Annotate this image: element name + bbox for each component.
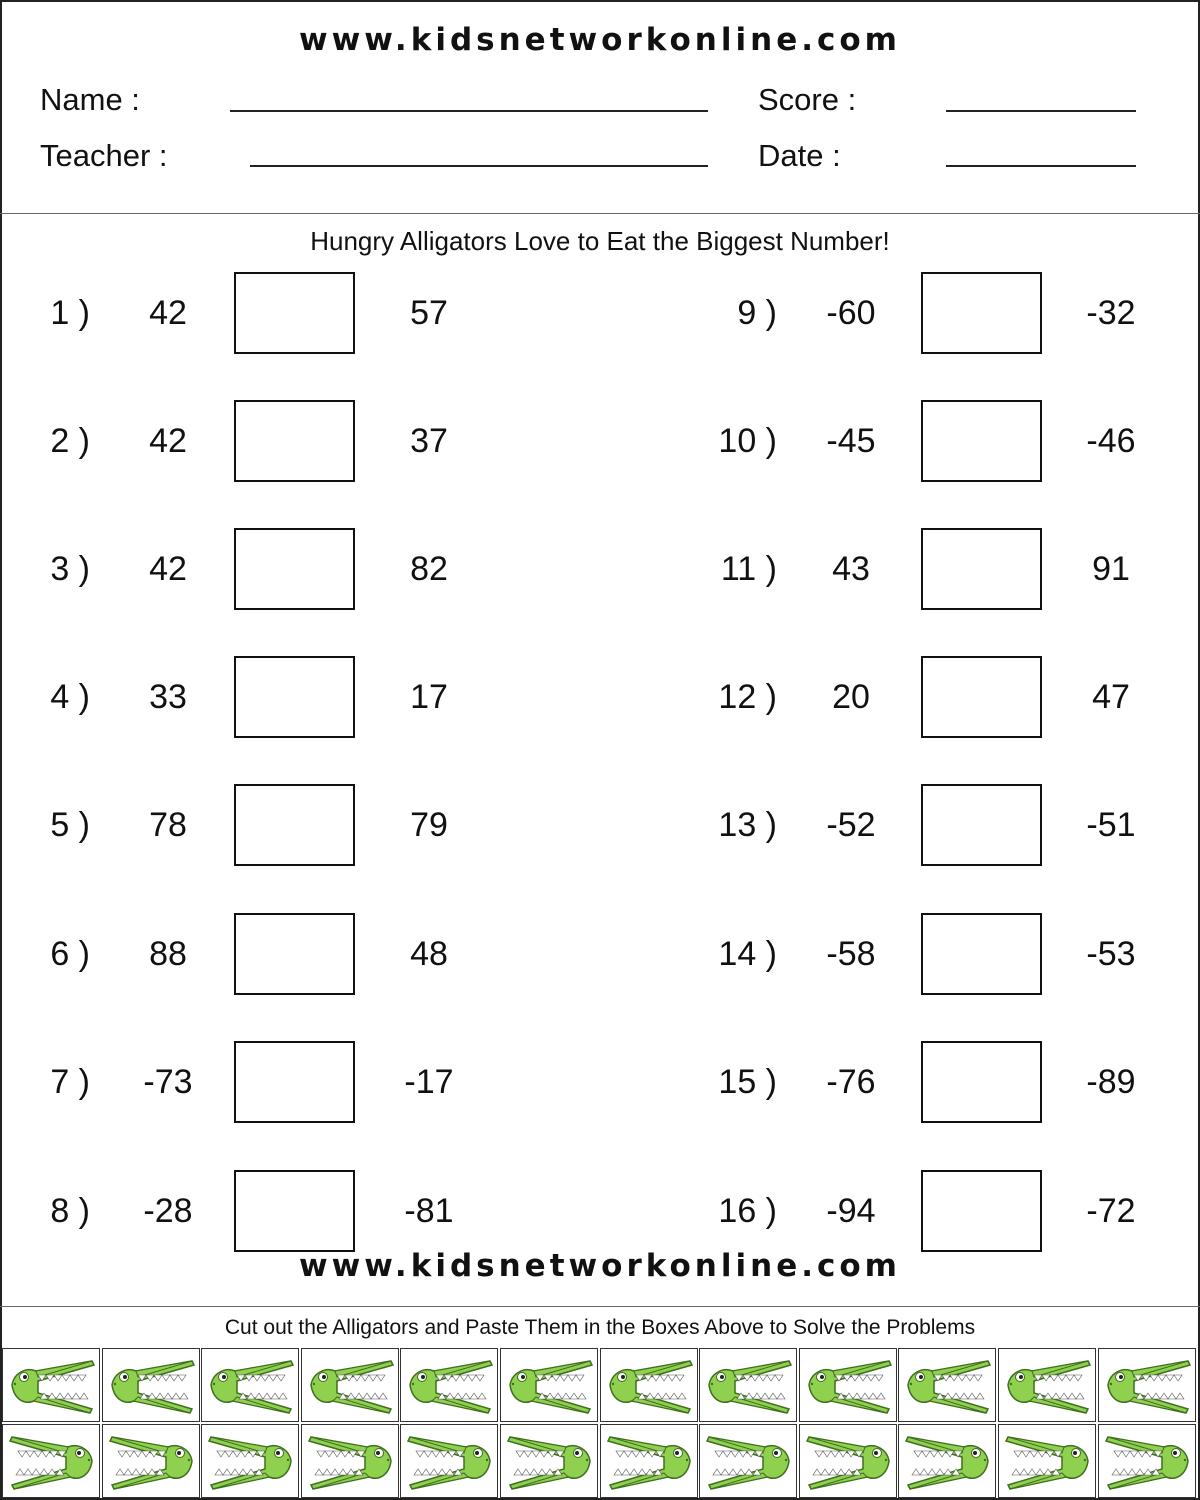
left-number: 78 (149, 806, 187, 844)
alligator-cutout[interactable] (201, 1424, 299, 1498)
right-number: 17 (410, 678, 448, 716)
left-number: -45 (826, 422, 876, 460)
right-number: 57 (410, 294, 448, 332)
alligator-cutout[interactable] (2, 1348, 100, 1422)
answer-box[interactable] (921, 784, 1042, 866)
problem-number: 1 ) (50, 294, 90, 332)
left-number: 42 (149, 550, 187, 588)
alligator-cutout[interactable] (600, 1348, 698, 1422)
left-number: -76 (826, 1063, 876, 1101)
alligator-cutout[interactable] (998, 1348, 1096, 1422)
score-label: Score : (758, 82, 857, 117)
alligator-cutout[interactable] (102, 1348, 200, 1422)
problem-number: 12 ) (718, 678, 777, 716)
alligator-cutout[interactable] (301, 1424, 399, 1498)
problem-number: 9 ) (737, 294, 777, 332)
alligator-cutout[interactable] (301, 1348, 399, 1422)
left-number: 43 (832, 550, 870, 588)
left-number: -60 (826, 294, 876, 332)
problem-number: 2 ) (50, 422, 90, 460)
right-number: -17 (404, 1063, 454, 1101)
right-number: 48 (410, 935, 448, 973)
alligator-cutout[interactable] (1098, 1424, 1196, 1498)
right-number: -72 (1086, 1192, 1136, 1230)
problem-row (0, 1170, 1200, 1252)
problem-row (0, 913, 1200, 995)
alligator-cutout[interactable] (998, 1424, 1096, 1498)
right-number: -81 (404, 1192, 454, 1230)
right-number: -32 (1086, 294, 1136, 332)
left-number: -28 (143, 1192, 193, 1230)
answer-box[interactable] (921, 400, 1042, 482)
right-number: -53 (1086, 935, 1136, 973)
right-number: 79 (410, 806, 448, 844)
alligator-cutout[interactable] (400, 1424, 498, 1498)
answer-box[interactable] (921, 528, 1042, 610)
left-number: 20 (832, 678, 870, 716)
problem-number: 11 ) (720, 550, 777, 588)
left-number: -58 (826, 935, 876, 973)
alligator-cutout[interactable] (400, 1348, 498, 1422)
left-number: 42 (149, 422, 187, 460)
problem-row (0, 784, 1200, 866)
cut-instruction: Cut out the Alligators and Paste Them in the Boxes Above to Solve the Problems (224, 1316, 976, 1339)
alligator-cutout[interactable] (799, 1424, 897, 1498)
alligator-cutout[interactable] (500, 1424, 598, 1498)
left-number: -94 (826, 1192, 876, 1230)
name-label: Name : (40, 82, 140, 117)
problem-row (0, 1041, 1200, 1123)
problem-number: 15 ) (718, 1063, 777, 1101)
right-number: -46 (1086, 422, 1136, 460)
alligator-cutout[interactable] (2, 1424, 100, 1498)
problem-row (0, 656, 1200, 738)
alligator-cutout-row-1 (2, 1348, 1198, 1423)
site-title-top: www.kidsnetworkonline.com (299, 22, 901, 58)
footer-divider (0, 1306, 1200, 1307)
answer-box[interactable] (921, 1041, 1042, 1123)
problem-number: 13 ) (718, 806, 777, 844)
left-number: 88 (149, 935, 187, 973)
problem-number: 16 ) (718, 1192, 777, 1230)
date-label: Date : (758, 138, 841, 173)
right-number: 47 (1092, 678, 1130, 716)
answer-box[interactable] (921, 656, 1042, 738)
problem-number: 6 ) (50, 935, 90, 973)
problem-number: 5 ) (50, 806, 90, 844)
problem-number: 8 ) (50, 1192, 90, 1230)
problem-row (0, 528, 1200, 610)
alligator-cutout[interactable] (500, 1348, 598, 1422)
right-number: -51 (1086, 806, 1136, 844)
alligator-cutout[interactable] (898, 1424, 996, 1498)
alligator-cutout[interactable] (799, 1348, 897, 1422)
alligator-cutout[interactable] (102, 1424, 200, 1498)
left-number: 42 (149, 294, 187, 332)
alligator-cutout[interactable] (600, 1424, 698, 1498)
alligator-cutout[interactable] (201, 1348, 299, 1422)
problem-row (0, 400, 1200, 482)
right-number: 91 (1092, 550, 1130, 588)
right-number: 82 (410, 550, 448, 588)
left-number: -73 (143, 1063, 193, 1101)
answer-box[interactable] (921, 272, 1042, 354)
right-number: -89 (1086, 1063, 1136, 1101)
problem-number: 10 ) (718, 422, 777, 460)
alligator-cutout[interactable] (898, 1348, 996, 1422)
right-number: 37 (410, 422, 448, 460)
worksheet-instruction: Hungry Alligators Love to Eat the Biggest Number! (310, 226, 890, 256)
problem-number: 14 ) (718, 935, 777, 973)
answer-box[interactable] (921, 913, 1042, 995)
problem-row (0, 272, 1200, 354)
alligator-cutout[interactable] (699, 1348, 797, 1422)
alligator-cutout-row-2 (2, 1424, 1198, 1499)
teacher-label: Teacher : (40, 138, 168, 173)
problem-number: 3 ) (50, 550, 90, 588)
alligator-cutout[interactable] (1098, 1348, 1196, 1422)
problem-number: 4 ) (50, 678, 90, 716)
alligator-cutout[interactable] (699, 1424, 797, 1498)
left-number: -52 (826, 806, 876, 844)
problem-number: 7 ) (50, 1063, 90, 1101)
site-title-bottom: www.kidsnetworkonline.com (299, 1248, 901, 1284)
answer-box[interactable] (921, 1170, 1042, 1252)
left-number: 33 (149, 678, 187, 716)
